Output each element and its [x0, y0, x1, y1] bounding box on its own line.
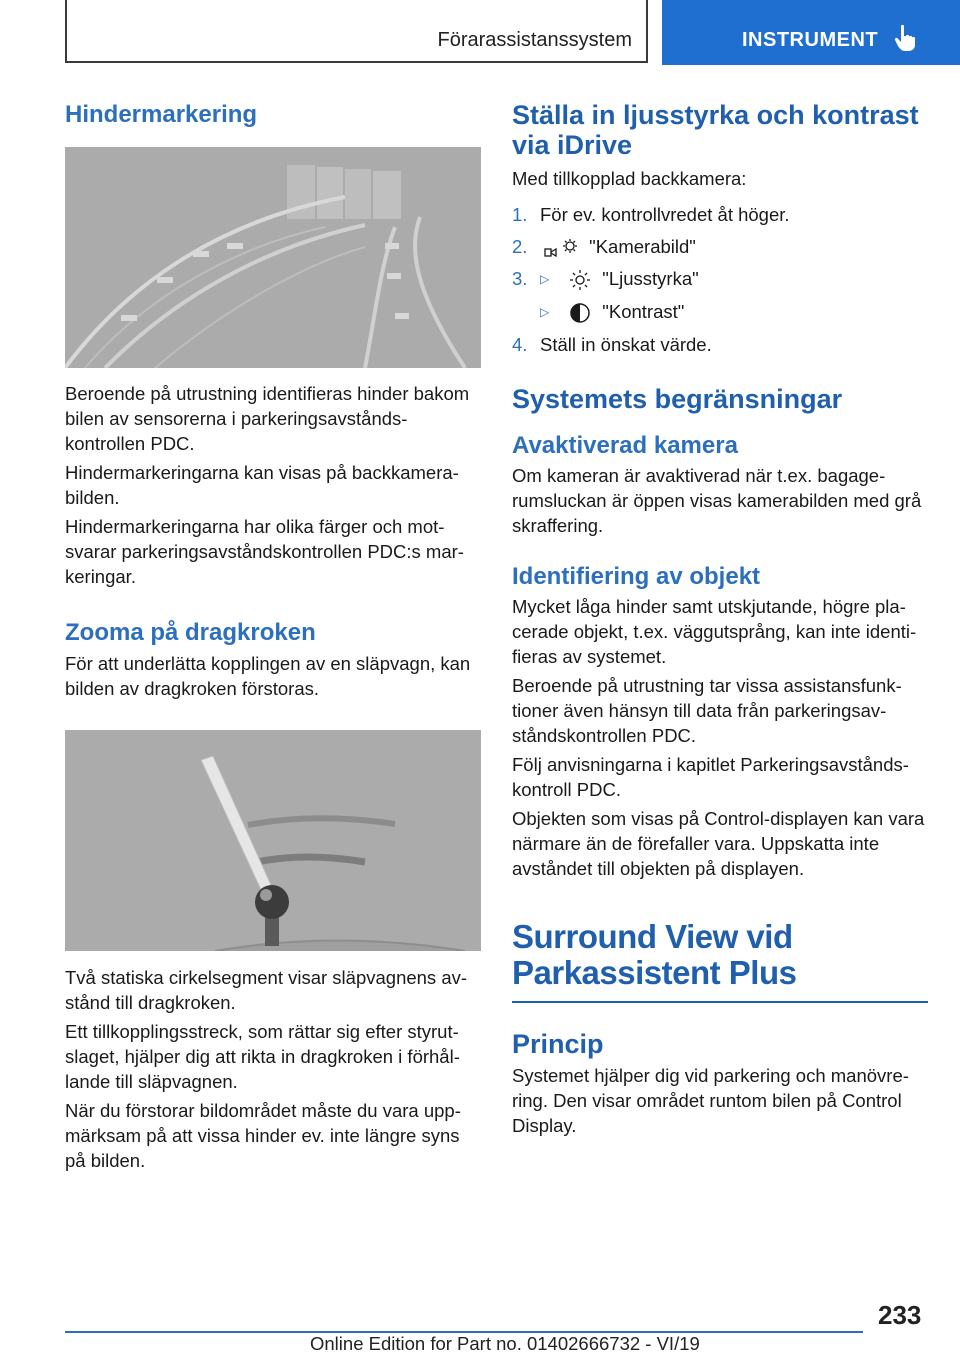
heading-hindermarkering: Hindermarkering — [65, 101, 258, 128]
step-text: "Ljusstyrka" — [602, 268, 699, 289]
header-section-box — [65, 0, 648, 63]
step-text: För ev. kontrollvredet åt höger. — [540, 204, 790, 225]
triangle-right-icon: ▷ — [540, 272, 550, 286]
step-item — [512, 234, 928, 259]
figure-towbar-zoom — [65, 730, 481, 951]
camera-settings-icon — [544, 238, 578, 258]
footer-edition: Online Edition for Part no. 01402666732 - VI/19 — [310, 1333, 700, 1354]
header-section-title: Förarassistanssystem — [437, 29, 632, 51]
step-item — [512, 202, 928, 227]
figure-obstacle-markers — [65, 147, 481, 368]
step-item — [512, 299, 928, 325]
step-text: Ställ in önskat värde. — [540, 334, 712, 355]
step-number: 1. — [512, 204, 528, 225]
heading-object-identification: Identifiering av objekt — [512, 563, 761, 590]
paragraph-obstacle-detection: Beroende på utrustning identifieras hinder bakom bilen av sensorerna i parkeringsavstånds-kontrollen PDC. — [65, 383, 470, 454]
step-number: 3. — [512, 268, 528, 289]
step-item — [512, 266, 928, 292]
heading-deactivated-camera: Avaktiverad kamera — [512, 432, 738, 459]
heading-brightness-contrast: Ställa in ljusstyrka och kontrast via iDrive — [512, 100, 919, 160]
paragraph-coupling-line: Ett tillkopplingsstreck, som rättar sig efter styrut-slaget, hjälper dig att rikta in dragkroken i förhål-lande till släpvagnen. — [65, 1021, 460, 1092]
step-number: 2. — [512, 236, 528, 257]
paragraph-see-chapter: Följ anvisningarna i kapitlet Parkeringsavstånds-kontroll PDC. — [512, 754, 909, 800]
paragraph-zoom-warning: När du förstorar bildområdet måste du vara upp-märksam på att vissa hinder ev. inte längre syns på bilden. — [65, 1100, 461, 1171]
left-column — [65, 100, 481, 1173]
heading-principle: Princip — [512, 1029, 604, 1059]
contrast-icon — [569, 302, 591, 324]
obstacle-marker-illustration — [65, 147, 481, 368]
heading-system-limits: Systemets begränsningar — [512, 384, 843, 414]
paragraph-zoom-intro: För att underlätta kopplingen av en släpvagn, kan bilden av dragkroken förstoras. — [65, 653, 471, 699]
paragraph-markings-shown: Hindermarkeringarna kan visas på backkamera-bilden. — [65, 462, 459, 508]
brightness-sun-icon — [569, 269, 591, 291]
paragraph-low-obstacles: Mycket låga hinder samt utskjutande, högre pla-cerade objekt, t.ex. väggutsprång, kan inte identi-fieras av systemet. — [512, 596, 917, 667]
chapter-title-surround-view: Surround View vid Parkassistent Plus — [512, 918, 797, 991]
paragraph-steps-intro: Med tillkopplad backkamera: — [512, 168, 747, 189]
paragraph-deactivated-camera: Om kameran är avaktiverad när t.ex. bagage-rumsluckan är öppen visas kamerabilden med grå skraffering. — [512, 465, 922, 536]
triangle-right-icon: ▷ — [540, 305, 550, 319]
paragraph-markings-colors: Hindermarkeringarna har olika färger och mot-svarar parkeringsavståndskontrollen PDC:s mar-keringar. — [65, 516, 464, 587]
page-number: 233 — [878, 1300, 922, 1330]
paragraph-principle: Systemet hjälper dig vid parkering och manövre-ring. Den visar området runtom bilen på Control Display. — [512, 1065, 909, 1136]
step-number: 4. — [512, 334, 528, 355]
step-text: "Kamerabild" — [589, 236, 696, 257]
paragraph-assist-functions: Beroende på utrustning tar vissa assistansfunk-tioner även hänsyn till data från parkeringsav-ståndskontrollen PDC. — [512, 675, 902, 746]
steps-list — [512, 202, 928, 357]
header-chapter-tab — [662, 0, 960, 65]
right-column — [512, 100, 928, 1138]
paragraph-circle-segments: Två statiska cirkelsegment visar släpvagnens av-stånd till dragkroken. — [65, 967, 468, 1013]
heading-zoom-towbar: Zooma på dragkroken — [65, 619, 316, 646]
paragraph-distance-warning: Objekten som visas på Control-displayen kan vara närmare än de förefaller vara. Uppskatta inte avståndet till objekten på displayen. — [512, 808, 925, 879]
hand-pointer-icon — [894, 24, 920, 52]
step-item — [512, 332, 928, 357]
header-chapter-title: INSTRUMENT — [742, 29, 879, 51]
towbar-illustration — [65, 730, 481, 951]
step-text: "Kontrast" — [602, 301, 685, 322]
chapter-rule — [512, 1001, 928, 1003]
